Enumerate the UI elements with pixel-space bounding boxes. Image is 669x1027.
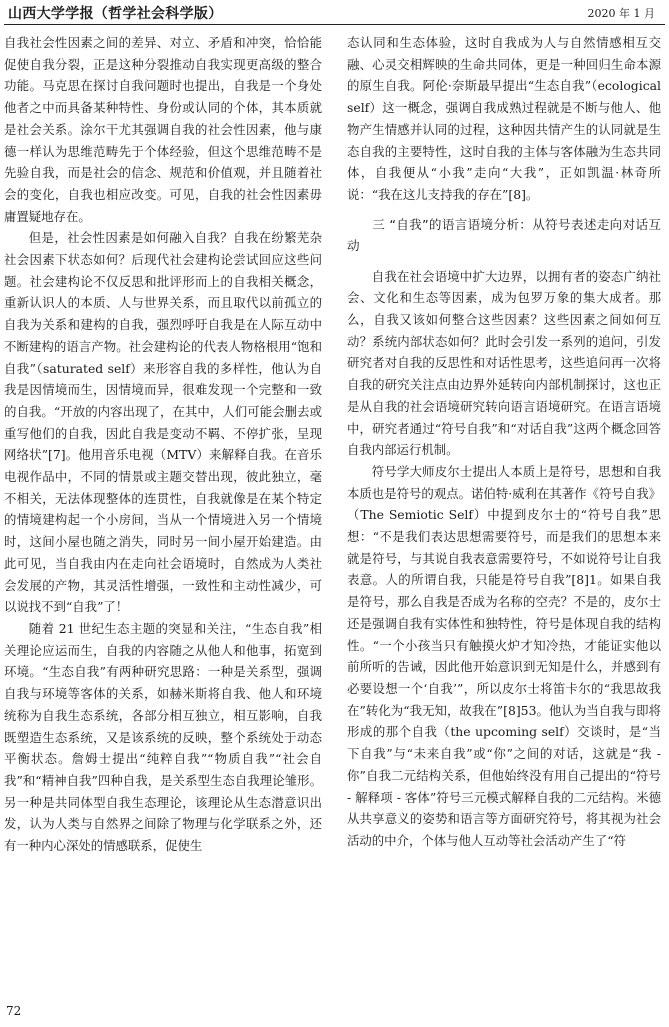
journal-title: 山西大学学报（哲学社会科学版） <box>8 6 223 22</box>
paragraph: 态认同和生态体验，这时自我成为人与自然情感相互交融、心灵交相辉映的生命共同体，更是一种回归生命本源的原生自我。阿伦·奈斯最早提出“生态自我”（ecological self）这一概念，强调自我成熟过程就是不断与他人、他物产生情感并认同的过程，这种因共情产生的认同就是生态自我的主要特性，这时自我的主体与客体融为生态共同体，自我便从“小我”走向“大我”，正如凯温·林奇所说：“我在这儿支持我的存在”[8]。 <box>347 35 661 202</box>
running-header <box>0 0 669 23</box>
paragraph: 符号学大师皮尔士提出人本质上是符号，思想和自我本质也是符号的观点。诺伯特·威利在其著作《符号自我》（The Semiotic Self）中提到皮尔士的“符号自我”思想：“不是我们表达思想需要符号，而是我们的思想本来就是符号，与其说自我表意需要符号，不如说符号让自我表意。人的所谓自我，只能是符号自我”[8]1。如果自我是符号，那么自我是否成为名称的空壳？不是的，皮尔士还是强调自我有实体性和独特性，符号是体现自我的结构性。“一个小孩当只有触摸火炉才知冷热，才能证实他以前所听的告诫，因此他开始意识到无知是什么，并感到有必要设想一个‘自我’”，所以皮尔士将笛卡尔的“我思故我在”转化为“我无知，故我在”[8]53。他认为当自我与即将形成的那个自我（the upcoming self）交谈时，是“当下自我”与“未来自我”或“你”之间的对话，这就是“我 - 你”自我二元结构关系，但他始终没有用自己提出的“符号 - 解释项 - 客体”符号三元模式解释自我的二元结构。米德从共享意义的姿势和语言等方面研究符号，将其视为社会活动的中介，个体与他人互动等社会活动产生了“符 <box>347 463 661 848</box>
paragraph: 随着 21 世纪生态主题的突显和关注，“生态自我”相关理论应运而生，自我的内容随之从他人和他事，拓宽到环境。“生态自我”有两种研究思路：一种是关系型，强调自我与环境等客体的关系，如赫米斯将自我、他人和环境统称为自我生态系统，各部分相互独立，相互影响，自我既塑造生态系统，又是该系统的反映，整个系统处于动态平衡状态。詹姆士提出“纯粹自我”“物质自我”“社会自我”和“精神自我”四种自我，是关系型生态自我理论雏形。另一种是共同体型自我生态理论，该理论从生态潜意识出发，认为人类与自然界之间除了物理与化学联系之外，还有一种内心深处的情感联系，促使生 <box>4 620 322 854</box>
page-number: 72 <box>6 1004 22 1018</box>
right-column <box>347 32 661 852</box>
issue-date: 2020 年 1 月 <box>587 7 655 20</box>
paragraph: 自我社会性因素之间的差异、对立、矛盾和冲突，恰恰能促使自我分裂，正是这种分裂推动自我实现更高级的整合功能。马克思在探讨自我问题时也提出，自我是一个身处他者之中而具备某种特性、身份或认同的个体，其本质就是社会关系。涂尔干尤其强调自我的社会性因素，他与康德一样认为思维范畴先于个体经验，但这个思维范畴不是先验自我，而是社会的信念、规范和价值观，并且随着社会的变化，自我也相应改变。可见，自我的社会性因素毋庸置疑地存在。 <box>4 35 322 224</box>
section-heading: 三 “自我”的语言语境分析：从符号表述走向对话互动 <box>347 216 661 253</box>
paragraph: 自我在社会语境中扩大边界，以拥有者的姿态广纳社会、文化和生态等因素，成为包罗万象的集大成者。那么，自我又该如何整合这些因素？这些因素之间如何互动？系统内部状态如何？此时会引发一系列的追问，引发研究者对自我的反思性和对话性思考，这些追问再一次将自我的研究关注点由边界外延转向内部机制探讨，这也正是从自我的社会语境研究转向语言语境研究。在语言语境中，研究者通过“符号自我”和“对话自我”这两个概念回答自我内部运行机制。 <box>347 268 661 458</box>
header-rule <box>4 24 665 25</box>
left-column <box>4 32 322 857</box>
paragraph: 但是，社会性因素是如何融入自我？自我在纷繁芜杂社会因素下状态如何？后现代社会建构论尝试回应这些问题。社会建构论不仅反思和批评形而上的自我相关概念，重新认识人的本质、人与世界关系，而且取代以前孤立的自我为关系和建构的自我，强烈呼吁自我是在人际互动中不断建构的语言产物。社会建构论的代表人物格根用“饱和自我”（saturated self）来形容自我的多样性，他认为自我是因情境而生，因情境而异，很难发现一个完整和一致的自我。“开放的内容出现了，在其中，人们可能会删去或重写他们的自我，因此自我是变动不羁、不停扩张，呈现网络状”[7]。他用音乐电视（MTV）来解释自我。在音乐电视作品中，不同的情景或主题交替出现，彼此独立，毫不相关，无法体现整体的连贯性，自我就像是在某个特定的情境建构起一个小房间，当从一个情境进入另一个情境时，这间小屋也随之消失，同时另一间小屋开始建造。由此可见，当自我由内在走向社会语境时，自然成为人类社会发展的产物，其灵活性增强，一致性和主动性减少，可以说找不到“自我”了！ <box>4 230 322 615</box>
